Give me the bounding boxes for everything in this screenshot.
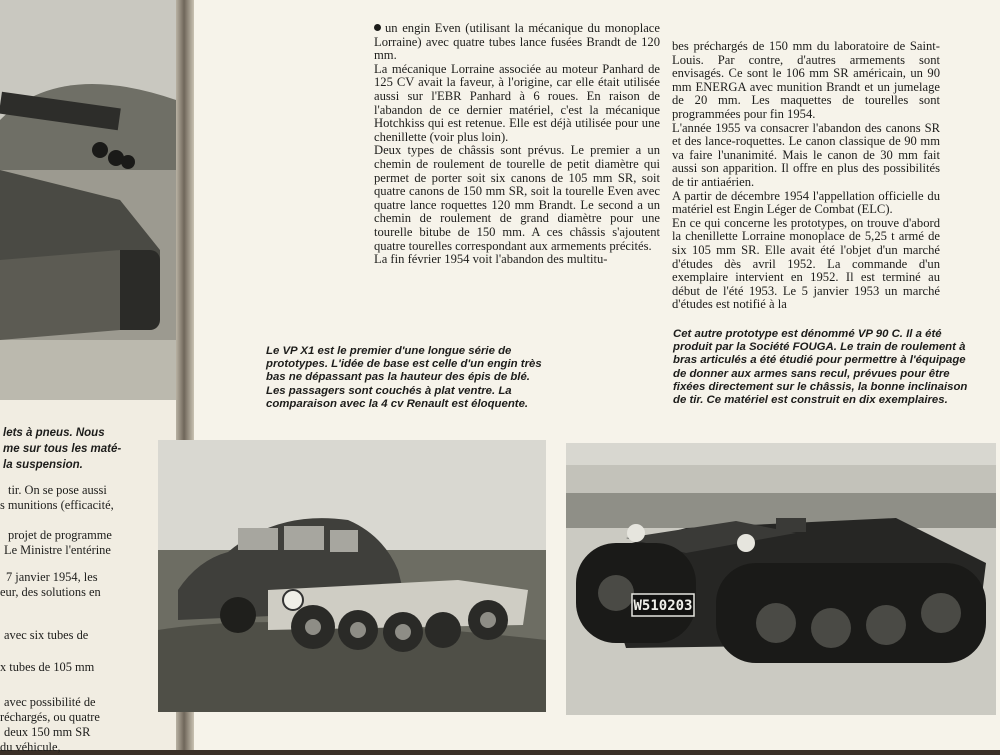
left-text-line: avec possibilité de	[4, 695, 96, 709]
paragraph: Deux types de châssis sont prévus. Le premier a un chemin de roulement de tourelle de petit diamètre qui permet de porter soit six canons de 105 mm SR, soit quatre canons de 150 mm SR, soit la tourelle Even avec quatre lance roquettes 120 mm Brandt. Le second a un chemin de roulement de grand diamètre pour une tourelle bitube de 150 mm. A ces châssis s'ajoutent quatre tourelles correspondant aux armements précités.	[374, 143, 660, 253]
left-text-line: du véhicule,	[0, 740, 61, 754]
paragraph: un engin Even (utilisant la mécanique du monoplace Lorraine) avec quatre tubes lance fusées Brandt de 120 mm.	[374, 21, 660, 63]
left-text-line: 7 janvier 1954, les	[6, 570, 98, 584]
text-column-2	[672, 40, 940, 312]
paragraph: La fin février 1954 voit l'abandon des multitu-	[374, 252, 608, 267]
left-caption-line-3: la suspension.	[3, 459, 83, 471]
left-text-line: s munitions (efficacité,	[0, 498, 114, 512]
left-text-line: projet de programme	[8, 528, 112, 542]
right-page	[194, 0, 1000, 750]
left-text-line: tir. On se pose aussi	[8, 483, 107, 497]
text-column-1	[374, 22, 660, 267]
paragraph: La mécanique Lorraine associée au moteur Panhard de 125 CV avait la faveur, à l'origine, car elle était utilisée aussi sur l'EBR Panhard à 6 roues. En raison de l'abandon de ce dernier matériel, c'est la mécanique Hotchkiss qui est retenue. Elle est déjà utilisée pour une chenillette (voir plus loin).	[374, 61, 660, 144]
paragraph: L'année 1955 va consacrer l'abandon des canons SR et des lance-roquettes. Le canon classique de 90 mm va faire l'unanimité. Mais le canon de 30 mm fait aussi son apparition. Il offre en plus des possibilités de tir antiaérien.	[672, 120, 940, 189]
bullet-icon	[374, 24, 381, 31]
tracked-vehicle-photo-left	[0, 0, 176, 400]
paragraph: En ce qui concerne les prototypes, on trouve d'abord la chenillette Lorraine monoplace de 5,25 t armé de six 105 mm SR. Elle avait été l'objet d'un marché d'études dès avril 1952. La commande d'un exemplaire intervient en 1952. Il est terminé au début de l'été 1953. Le 5 janvier 1953 un marché d'études est notifié à la	[672, 215, 940, 312]
caption-vp-90c: Cet autre prototype est dénommé VP 90 C. Il a été produit par la Société FOUGA. Le train de roulement à bras articulés a été étudié pour permettre à l'équipage de donner aux armes sans recul, prévues pour être fixées directement sur le châssis, la bonne inclinaison de tir. Ce matériel est construit en dix exemplaires.	[673, 328, 968, 407]
vp-90c-photo-image	[566, 443, 996, 715]
caption-vp-x1: Le VP X1 est le premier d'une longue série de prototypes. L'idée de base est celle d'un engin très bas ne dépassant pas la hauteur des épis de blé. Les passagers sont couchés à plat ventre. La comparaison avec la 4 cv Renault est éloquente.	[266, 345, 542, 410]
left-page	[0, 0, 176, 754]
photo-vp-90c	[566, 443, 996, 715]
vehicle-plate-text: W510203	[633, 598, 693, 614]
left-text-line: réchargés, ou quatre	[0, 710, 100, 724]
left-text-line: x tubes de 105 mm	[0, 660, 95, 674]
vp-x1-photo-image	[158, 440, 546, 712]
photo-vp-x1	[158, 440, 546, 712]
left-text-line: avec six tubes de	[4, 628, 89, 642]
left-text-line: deux 150 mm SR	[4, 725, 91, 739]
paragraph: bes préchargés de 150 mm du laboratoire de Saint-Louis. Par contre, d'autres armements sont envisagés. Ce sont le 106 mm SR américain, un 90 mm ENERGA avec munition Brandt et un jumelage de 20 mm. Les maquettes de tourelles sont programmées pour fin 1954.	[672, 39, 940, 121]
left-text-line: eur, des solutions en	[0, 585, 101, 599]
left-text-line: Le Ministre l'entérine	[4, 543, 111, 557]
paragraph: A partir de décembre 1954 l'appellation officielle du matériel est Engin Léger de Combat (ELC).	[672, 188, 940, 217]
left-caption-line-2: me sur tous les maté-	[3, 443, 122, 455]
left-page-photo	[0, 0, 176, 400]
left-caption-line-1: lets à pneus. Nous	[3, 427, 105, 439]
